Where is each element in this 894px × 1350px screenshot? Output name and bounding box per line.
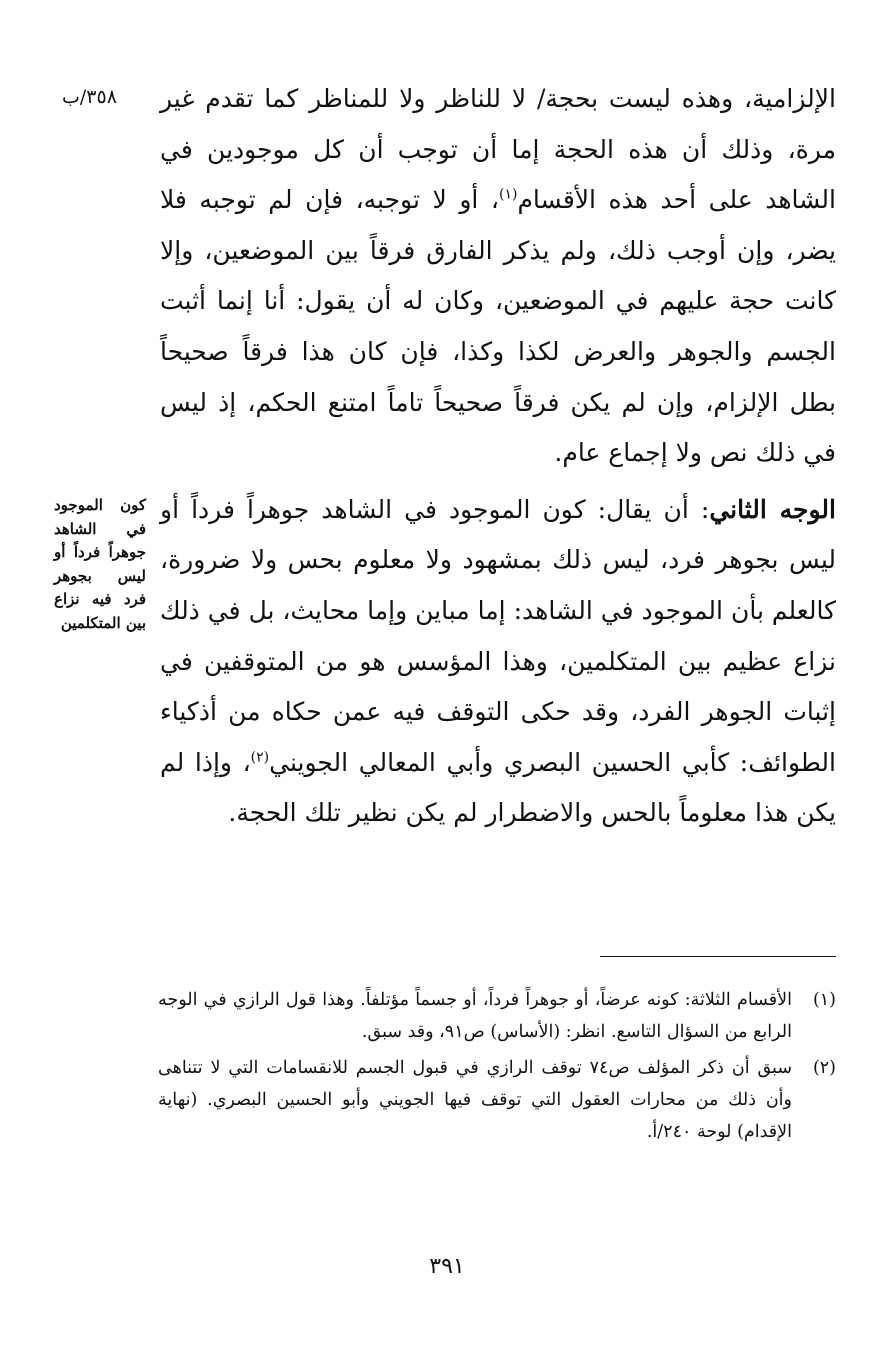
- margin-note: كون الموجود في الشاهد جوهراً فرداً أو ليس بجوهر فرد فيه نزاع بين المتكلمين: [54, 496, 146, 632]
- main-text-body: [160, 74, 836, 839]
- footnote: [158, 984, 836, 1048]
- footnote-reference[interactable]: (٢): [250, 749, 270, 766]
- footnote-text: سبق أن ذكر المؤلف ص٧٤ توقف الرازي في قبول الجسم للانقسامات التي لا تتناهى وأن ذلك من محارات العقول التي توقف فيها الجويني وأبو الحسين البصري. (نهاية الإقدام) لوحة ٢٤٠/أ.: [158, 1058, 792, 1142]
- footnote-reference[interactable]: (١): [498, 186, 518, 203]
- footnote-number: (٢): [812, 1058, 836, 1078]
- footnote: [158, 1052, 836, 1148]
- manuscript-folio-reference: ٣٥٨/ب: [62, 86, 117, 108]
- footnotes-section: [158, 984, 836, 1152]
- paragraph-text: الإلزامية، وهذه ليست بحجة/ لا للناظر ولا للمناظر كما تقدم غير مرة، وذلك أن هذه الحجة إما أن توجب أن كل موجودين في الشاهد على أحد هذه الأقسام: [160, 84, 836, 215]
- paragraph: [160, 485, 836, 839]
- page-number: ٣٩١: [429, 1254, 465, 1279]
- paragraph: [160, 74, 836, 479]
- section-heading: الوجه الثاني: [709, 494, 836, 524]
- footnote-divider: [600, 956, 836, 957]
- paragraph-text: ، وإذا لم يكن هذا معلوماً بالحس والاضطرار لم يكن نظير تلك الحجة.: [160, 747, 836, 828]
- paragraph-text: : أن يقال: كون الموجود في الشاهد جوهراً فرداً أو ليس بجوهر فرد، ليس ذلك بمشهود ولا معلوم بحس ولا ضرورة، كالعلم بأن الموجود في الشاهد: إما مباين وإما محايث، بل في ذلك نزاع عظيم بين المتكلمين، وهذا المؤسس هو من المتوقفين في إثبات الجوهر الفرد، وقد حكى التوقف فيه عمن حكاه من أذكياء الطوائف: كأبي الحسين البصري وأبي المعالي الجويني: [160, 494, 836, 777]
- footnote-text: الأقسام الثلاثة: كونه عرضاً، أو جوهراً فرداً، أو جسماً مؤتلفاً. وهذا قول الرازي في الوجه الرابع من السؤال التاسع. انظر: (الأساس) ص٩١، وقد سبق.: [158, 990, 792, 1042]
- footnote-number: (١): [812, 990, 836, 1010]
- paragraph-text: ، أو لا توجبه، فإن لم توجبه فلا يضر، وإن أوجب ذلك، ولم يذكر الفارق فرقاً بين الموضعين، وإلا كانت حجة عليهم في الموضعين، وكان له أن يقول: أنا إنما أثبت الجسم والجوهر والعرض لكذا وكذا، فإن كان هذا فرقاً صحيحاً بطل الإلزام، وإن لم يكن فرقاً صحيحاً تاماً امتنع الحكم، إذ ليس في ذلك نص ولا إجماع عام.: [160, 185, 836, 468]
